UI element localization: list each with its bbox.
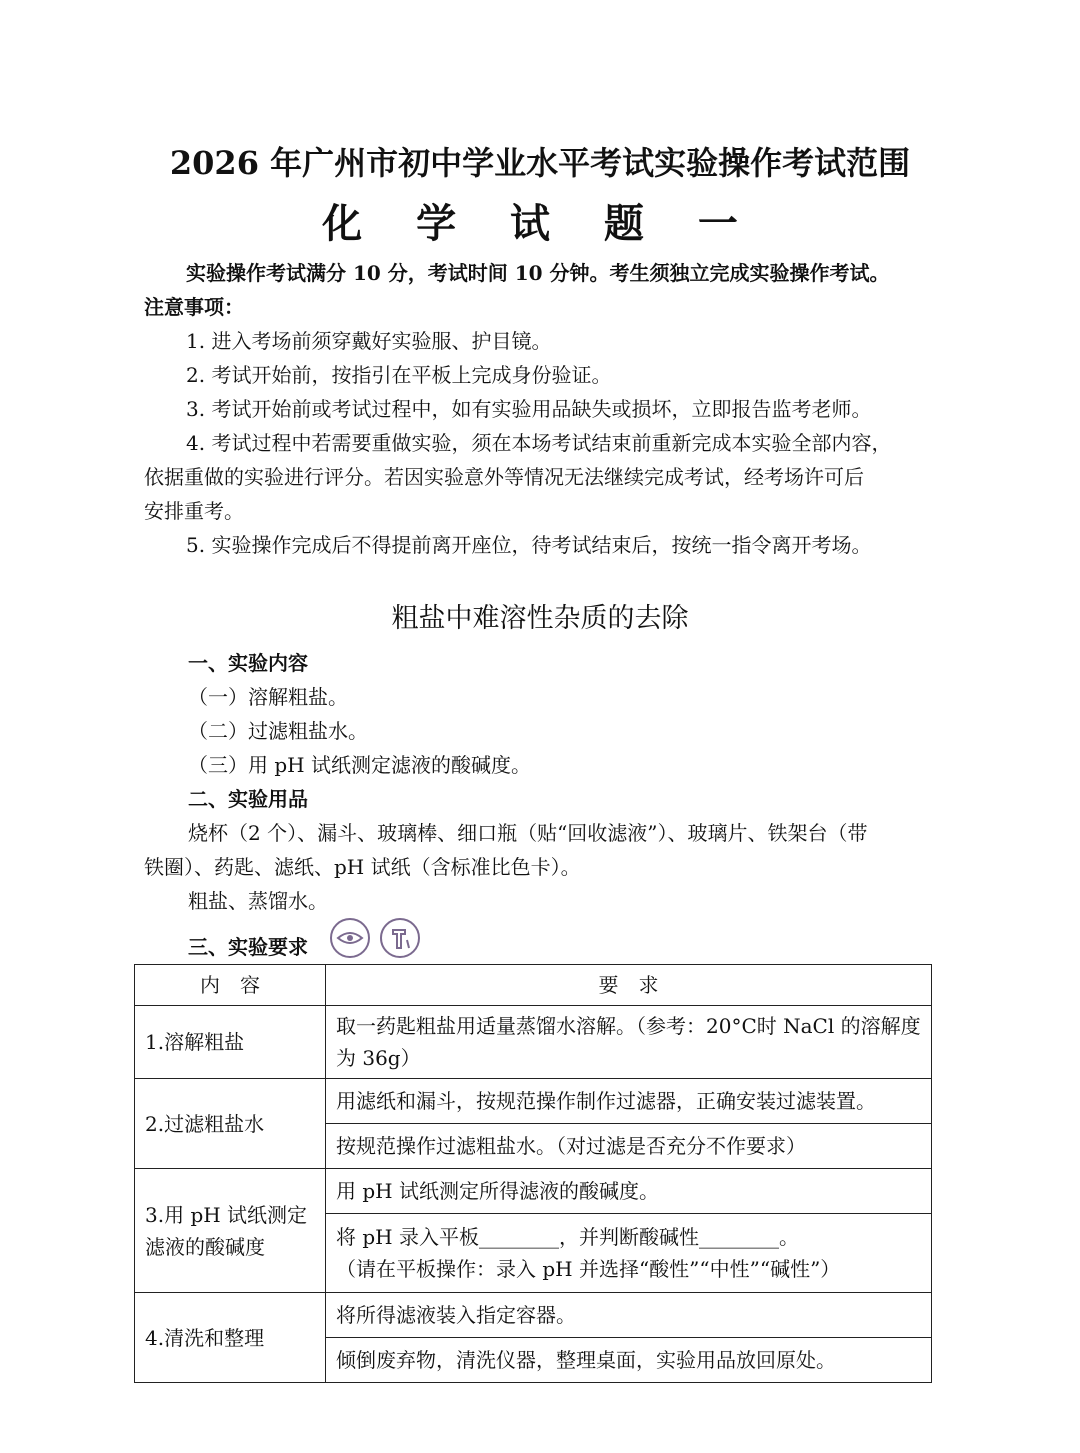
row-req: 按规范操作过滤粗盐水。（对过滤是否充分不作要求） — [326, 1124, 932, 1169]
content-heading: 一、实验内容 — [188, 651, 308, 675]
experiment-title: 粗盐中难溶性杂质的去除 — [391, 603, 689, 634]
intro-line: 实验操作考试满分 10 分，考试时间 10 分钟。考生须独立完成实验操作考试。 — [186, 261, 890, 285]
requirements-table — [134, 964, 932, 1383]
supplies-line: 粗盐、蒸馏水。 — [188, 889, 328, 913]
handwash-icon — [380, 918, 420, 958]
table-row — [135, 1169, 932, 1214]
goggles-icon — [330, 918, 370, 958]
row-req-cell — [326, 1214, 932, 1293]
supplies-line: 烧杯（2 个）、漏斗、玻璃棒、细口瓶（贴“回收滤液”）、玻璃片、铁架台（带 — [188, 821, 868, 845]
table-header: 要 求 — [326, 965, 932, 1006]
table-row — [135, 1006, 932, 1079]
requirements-heading: 三、实验要求 — [188, 935, 308, 959]
row-item: 2.过滤粗盐水 — [135, 1079, 326, 1169]
row-req: （请在平板操作：录入 pH 并选择“酸性”“中性”“碱性”） — [336, 1257, 841, 1281]
row-req: 将所得滤液装入指定容器。 — [326, 1293, 932, 1338]
safety-icons — [330, 918, 420, 958]
note-item: 1. 进入考场前须穿戴好实验服、护目镜。 — [186, 329, 552, 353]
content-item: （三）用 pH 试纸测定滤液的酸碱度。 — [188, 753, 531, 777]
table-row — [135, 1079, 932, 1124]
page-title: 2026 年广州市初中学业水平考试实验操作考试范围 — [169, 144, 911, 182]
note-item: 5. 实验操作完成后不得提前离开座位，待考试结束后，按统一指令离开考场。 — [186, 533, 872, 557]
note-item: 4. 考试过程中若需要重做实验，须在本场考试结束前重新完成本实验全部内容， — [186, 431, 892, 455]
row-req: 取一药匙粗盐用适量蒸馏水溶解。（参考：20°C时 NaCl 的溶解度为 36g） — [326, 1006, 932, 1079]
row-item: 4.清洗和整理 — [135, 1293, 326, 1383]
supplies-line: 铁圈）、药匙、滤纸、pH 试纸（含标准比色卡）。 — [144, 855, 581, 879]
row-item: 3.用 pH 试纸测定滤液的酸碱度 — [135, 1169, 326, 1293]
note-item: 安排重考。 — [144, 499, 244, 523]
notes-heading: 注意事项： — [144, 295, 244, 319]
row-req: 倾倒废弃物，清洗仪器，整理桌面，实验用品放回原处。 — [326, 1338, 932, 1383]
note-item: 3. 考试开始前或考试过程中，如有实验用品缺失或损坏，立即报告监考老师。 — [186, 397, 872, 421]
content-item: （一）溶解粗盐。 — [188, 685, 348, 709]
content-item: （二）过滤粗盐水。 — [188, 719, 368, 743]
table-header-row — [135, 965, 932, 1006]
page-subtitle: 化 学 试 题 一 — [322, 200, 758, 247]
row-req: 将 pH 录入平板________，并判断酸碱性________。 — [336, 1225, 799, 1249]
table-row — [135, 1293, 932, 1338]
note-item: 依据重做的实验进行评分。若因实验意外等情况无法继续完成考试，经考场许可后 — [144, 465, 864, 489]
table-header: 内 容 — [135, 965, 326, 1006]
row-req: 用滤纸和漏斗，按规范操作制作过滤器，正确安装过滤装置。 — [326, 1079, 932, 1124]
supplies-heading: 二、实验用品 — [188, 787, 308, 811]
row-item: 1.溶解粗盐 — [135, 1006, 326, 1079]
row-req: 用 pH 试纸测定所得滤液的酸碱度。 — [326, 1169, 932, 1214]
note-item: 2. 考试开始前，按指引在平板上完成身份验证。 — [186, 363, 612, 387]
